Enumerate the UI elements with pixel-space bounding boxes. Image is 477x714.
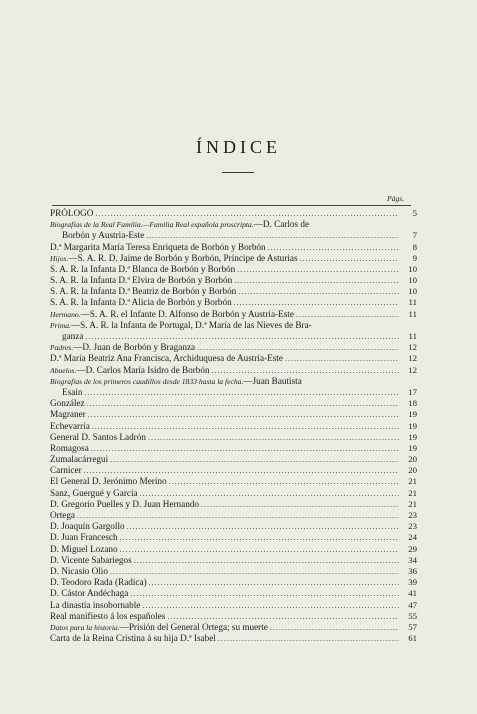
page-number: 19	[408, 409, 417, 420]
index-entry	[50, 577, 417, 588]
dot-leader	[296, 309, 399, 320]
entry-text	[50, 342, 195, 353]
index-entry	[50, 230, 417, 241]
index-entry	[50, 242, 417, 253]
dot-leader	[110, 454, 399, 465]
dot-leader	[110, 566, 399, 577]
dot-leader	[148, 432, 399, 443]
dot-leader	[140, 488, 399, 499]
index-entry	[50, 331, 417, 342]
entry-title: Carta de la Reina Cristina á su hija D.ª Isabel	[50, 633, 216, 644]
entry-text	[50, 421, 90, 432]
index-entry	[50, 600, 417, 611]
entry-title: D. Nicasio Olio	[50, 565, 108, 576]
dot-leader	[95, 208, 399, 219]
index-entry	[50, 622, 417, 633]
index-entry	[50, 432, 417, 443]
dot-leader	[92, 421, 399, 432]
index-entry	[50, 219, 417, 230]
entry-text	[50, 376, 302, 387]
entry-text	[50, 443, 89, 454]
page-number: 9	[412, 252, 417, 263]
entry-text	[50, 544, 118, 555]
entry-title: —D. Carlos de	[253, 219, 310, 230]
dot-leader	[120, 544, 399, 555]
index-entry	[50, 532, 417, 543]
page-number: 23	[408, 521, 417, 532]
index-entry	[50, 555, 417, 566]
entry-title: D.ª Margarita María Teresa Enriqueta de Borbón y Borbón	[50, 241, 266, 252]
index-entry	[50, 365, 417, 376]
entry-title: Sanz, Guergué y García	[50, 487, 138, 498]
entry-title: Echevarría	[50, 420, 90, 431]
page-number: 47	[408, 599, 417, 610]
entry-text	[50, 264, 235, 275]
entry-title: La dinastía insobornable	[50, 599, 141, 610]
entry-text	[50, 476, 167, 487]
entry-text	[50, 409, 86, 420]
page-number: 57	[408, 621, 417, 632]
entry-text	[50, 600, 140, 611]
entry-title: El General D. Jerónimo Merino	[50, 476, 167, 487]
entry-text	[50, 622, 268, 633]
dot-leader	[300, 253, 399, 264]
dot-leader	[134, 555, 399, 566]
dot-leader	[238, 286, 399, 297]
entry-title: General D. Santos Ladrón	[50, 431, 146, 442]
page-number: 19	[408, 431, 417, 442]
entry-text	[50, 499, 199, 510]
index-entry	[50, 465, 417, 476]
entry-title: Real manifiesto á los españoles	[50, 610, 166, 621]
index-entry	[50, 454, 417, 465]
index-entry	[50, 376, 417, 387]
page-number: 11	[408, 308, 417, 319]
index-entry	[50, 409, 417, 420]
entry-title: S. A. R. la Infanta D.ª Beatriz de Borbón y Borbón	[50, 286, 237, 297]
page-number: 20	[408, 454, 417, 465]
index-entry	[50, 544, 417, 555]
entry-text	[50, 577, 147, 588]
dot-leader	[77, 510, 399, 521]
index-entry	[50, 499, 417, 510]
entry-title: —Prisión del General Ortega; su muerte	[119, 621, 268, 632]
dot-leader	[142, 600, 399, 611]
entry-text	[50, 566, 108, 577]
entry-text	[50, 611, 165, 622]
entry-title: D. Teodoro Rada (Radica)	[50, 577, 147, 588]
entry-title: D. Miguel Lozano	[50, 543, 118, 554]
index-entry	[50, 477, 417, 488]
index-entry	[50, 353, 417, 364]
page-number: 21	[408, 498, 417, 509]
pages-column-label: Págs.	[387, 194, 404, 203]
entry-lead: Datos para la historia.	[50, 622, 120, 632]
dot-leader	[270, 622, 399, 633]
index-list	[50, 208, 417, 644]
index-entry	[50, 398, 417, 409]
page-number: 10	[408, 275, 417, 286]
entry-text	[50, 353, 283, 364]
entry-text	[50, 532, 118, 543]
entry-text	[62, 230, 144, 241]
entry-text	[50, 588, 128, 599]
dot-leader	[146, 230, 399, 241]
header-rule	[52, 205, 411, 206]
index-entry	[50, 342, 417, 353]
index-entry	[50, 286, 417, 297]
page-number: 7	[412, 230, 417, 241]
dot-leader	[218, 633, 399, 644]
entry-text	[50, 510, 75, 521]
dot-leader	[237, 264, 399, 275]
entry-title: D. Juan Francesch	[50, 532, 118, 543]
page-number: 10	[408, 286, 417, 297]
entry-text	[50, 465, 82, 476]
entry-title: D. Cástor Andéchaga	[50, 588, 129, 599]
entry-text	[50, 398, 85, 409]
index-entry	[50, 309, 417, 320]
page-number: 24	[408, 532, 417, 543]
index-entry	[50, 566, 417, 577]
page-number: 5	[412, 207, 417, 218]
index-entry	[50, 298, 417, 309]
index-entry	[50, 510, 417, 521]
entry-title: ganza	[62, 331, 84, 342]
entry-title: —D. Carlos María Isidro de Borbón	[76, 364, 210, 375]
dot-leader	[201, 499, 399, 510]
page-number: 36	[408, 565, 417, 576]
page-number: 12	[408, 342, 417, 353]
index-entry	[50, 521, 417, 532]
entry-text	[50, 521, 125, 532]
page-number: 8	[412, 241, 417, 252]
entry-lead: Hijos.	[50, 253, 69, 263]
page-number: 55	[408, 610, 417, 621]
index-entry	[50, 633, 417, 644]
entry-title: González	[50, 398, 85, 409]
page-number: 12	[408, 353, 417, 364]
entry-title: D.ª María Beatriz Ana Francisca, Archiduquesa de Austria-Este	[50, 353, 283, 364]
entry-title: —S. A. R. D. Jaime de Borbón y Borbón, Príncipe de Asturias	[68, 252, 298, 263]
dot-leader	[234, 297, 399, 308]
page-number: 11	[408, 297, 417, 308]
page-number: 11	[408, 331, 417, 342]
page-number: 10	[408, 263, 417, 274]
entry-text	[50, 454, 108, 465]
dot-leader	[285, 353, 399, 364]
entry-text	[50, 309, 294, 320]
entry-text	[50, 253, 298, 264]
entry-title: —Juan Bautista	[243, 375, 302, 386]
index-entry	[50, 488, 417, 499]
entry-text	[50, 488, 138, 499]
page-number: 21	[408, 487, 417, 498]
entry-text	[50, 208, 93, 219]
entry-title: Carnicer	[50, 465, 82, 476]
entry-title: Borbón y Austria-Este	[62, 230, 145, 241]
page-number: 39	[408, 577, 417, 588]
entry-title: —S. A. R. el Infante D. Alfonso de Borbón y Austria-Este	[80, 308, 294, 319]
index-entry	[50, 264, 417, 275]
entry-lead: Biografías de los primeros caudillos desde 1833 hasta la fecha.	[50, 376, 244, 386]
entry-title: S. A. R. la Infanta D.ª Alicia de Borbón y Borbón	[50, 297, 232, 308]
dot-leader	[84, 387, 399, 398]
page-number: 12	[408, 364, 417, 375]
title-rule	[222, 172, 254, 173]
entry-text	[50, 365, 210, 376]
index-entry	[50, 421, 417, 432]
index-entry	[50, 611, 417, 622]
dot-leader	[169, 476, 399, 487]
page-number: 20	[408, 465, 417, 476]
entry-title: —S. A. R. la Infanta de Portugal, D.ª María de las Nieves de Bra-	[70, 319, 312, 330]
entry-title: D. Vicente Sabariegos	[50, 554, 132, 565]
page-number: 23	[408, 510, 417, 521]
page-title: ÍNDICE	[196, 137, 281, 157]
entry-lead: Prima.	[50, 320, 71, 330]
entry-title: Romagosa	[50, 442, 89, 453]
page-number: 17	[408, 386, 417, 397]
dot-leader	[212, 365, 399, 376]
index-entry	[50, 387, 417, 398]
page-number: 34	[408, 554, 417, 565]
entry-text	[50, 320, 312, 331]
index-entry	[50, 275, 417, 286]
page-number: 29	[408, 543, 417, 554]
entry-lead: Biografías de la Real Familia.—Familia Real española proscripta.	[50, 220, 254, 230]
dot-leader	[149, 577, 399, 588]
dot-leader	[85, 331, 399, 342]
dot-leader	[197, 342, 399, 353]
page-number: 61	[408, 633, 417, 644]
dot-leader	[88, 409, 399, 420]
dot-leader	[268, 242, 399, 253]
dot-leader	[167, 611, 399, 622]
entry-title: S. A. R. la Infanta D.ª Elvira de Borbón y Borbón	[50, 275, 233, 286]
entry-text	[62, 387, 82, 398]
entry-text	[50, 555, 132, 566]
dot-leader	[91, 443, 399, 454]
entry-text	[50, 219, 309, 230]
index-entry	[50, 208, 417, 219]
index-entry	[50, 443, 417, 454]
dot-leader	[127, 521, 399, 532]
entry-title: Magraner	[50, 409, 86, 420]
dot-leader	[120, 532, 399, 543]
dot-leader	[130, 588, 399, 599]
entry-title: S. A. R. la Infanta D.ª Blanca de Borbón y Borbón	[50, 263, 236, 274]
page-number: 19	[408, 442, 417, 453]
entry-title: Zumalacárregui	[50, 454, 109, 465]
entry-text	[62, 331, 83, 342]
entry-title: —D. Juan de Borbón y Braganza	[73, 342, 196, 353]
index-entry	[50, 588, 417, 599]
entry-lead: Hermano.	[50, 309, 81, 319]
page-number: 21	[408, 476, 417, 487]
dot-leader	[234, 275, 399, 286]
entry-text	[50, 275, 232, 286]
dot-leader	[87, 398, 399, 409]
entry-title: PRÓLOGO	[50, 207, 94, 218]
entry-title: D. Joaquín Gargollo	[50, 521, 125, 532]
entry-lead: Padres.	[50, 343, 74, 353]
page-number: 18	[408, 398, 417, 409]
entry-text	[50, 242, 266, 253]
entry-text	[50, 297, 232, 308]
entry-text	[50, 286, 236, 297]
entry-text	[50, 432, 146, 443]
page-number: 19	[408, 420, 417, 431]
index-entry	[50, 320, 417, 331]
entry-text	[50, 633, 216, 644]
page-number: 41	[408, 588, 417, 599]
entry-title: D. Gregorio Puelles y D. Juan Hernando	[50, 498, 200, 509]
index-entry	[50, 253, 417, 264]
entry-lead: Abuelos.	[50, 365, 77, 375]
entry-title: Esain	[62, 386, 83, 397]
entry-title: Ortega	[50, 510, 75, 521]
dot-leader	[84, 465, 399, 476]
